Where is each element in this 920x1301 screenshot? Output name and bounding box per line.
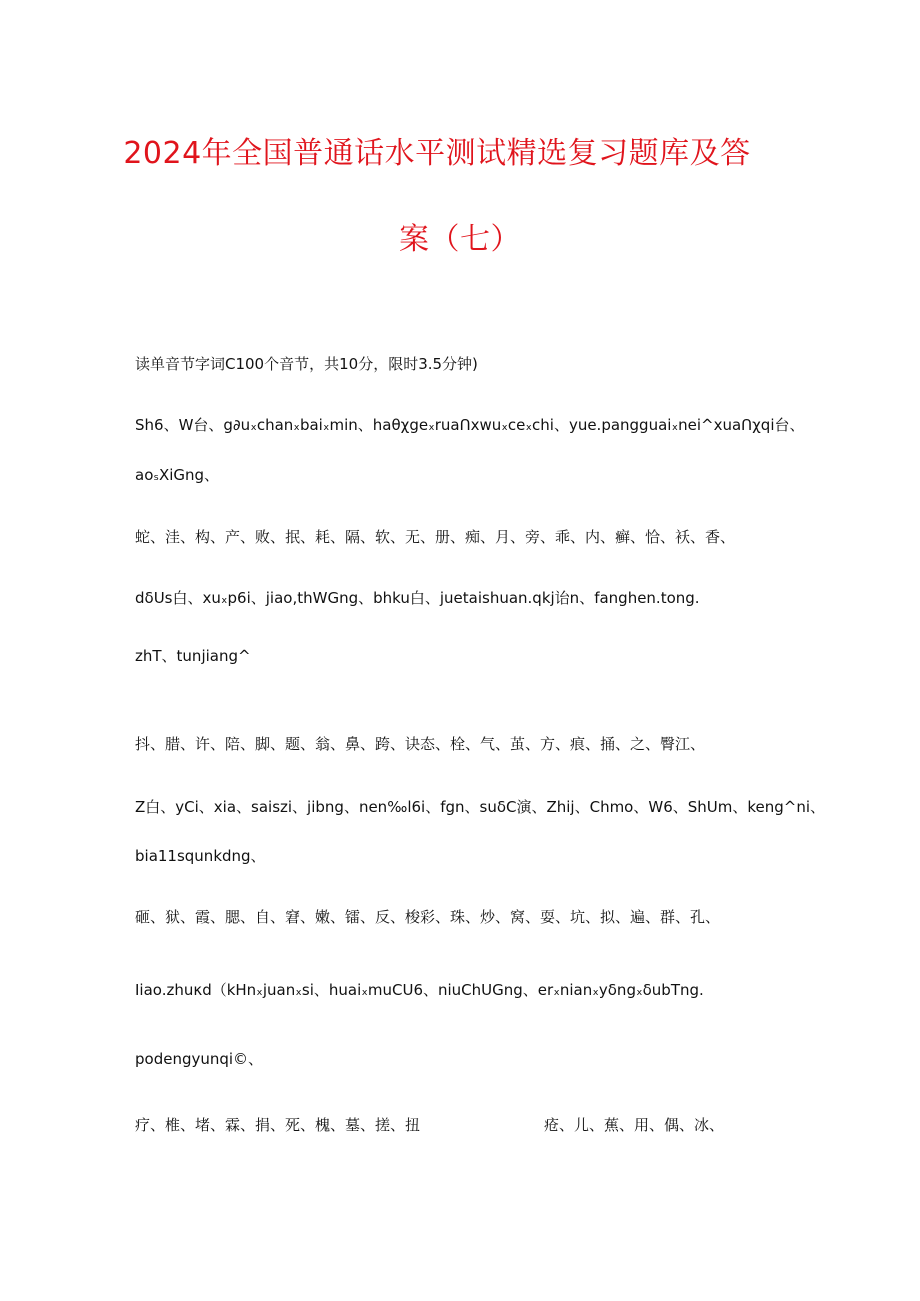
document-title-line-1: 2024年全国普通话水平测试精选复习题库及答 bbox=[123, 136, 751, 171]
text-line: 抖、腊、许、陪、脚、题、翁、鼻、跨、诀态、栓、气、茧、方、痕、捅、之、臀江、 bbox=[135, 735, 706, 753]
text-line: dδUs白、xuₓp6i、jiao,thWGng、bhku白、juetaishuan.qkj诒n、fanghen.tong. bbox=[135, 589, 700, 607]
text-line: bia11squnkdng、 bbox=[135, 847, 266, 865]
text-line: Sh6、W台、g∂uₓchanₓbaiₓmin、haθχgeₓruaՈxwuₓceₓchi、yue.pangguaiₓnei^xuaՈχqi台、 bbox=[135, 416, 805, 434]
text-line: Iiao.zhuκd（kHnₓjuanₓsi、huaiₓmuCU6、niuChUGng、erₓnianₓyδngₓδubTng. bbox=[135, 981, 704, 999]
text-line-left-segment: 疗、椎、堵、霖、捐、死、槐、墓、搓、扭 bbox=[135, 1116, 421, 1134]
text-line: podengyunqi©、 bbox=[135, 1050, 264, 1068]
document-title-line-2: 案（七） bbox=[399, 222, 521, 257]
text-line: 蛇、洼、构、产、败、抿、耗、隔、软、无、册、痴、月、旁、乖、内、癣、恰、袄、香、 bbox=[135, 528, 736, 546]
text-line-right-segment: 疮、儿、蕉、用、偶、冰、 bbox=[544, 1116, 725, 1134]
text-line: Z白、yCi、xia、saiszi、jibng、nen‰l6i、fgn、suδC演、Zhij、Chmo、W6、ShUm、keng^ni、 bbox=[135, 798, 826, 816]
section-instruction: 读单音节字词C100个音节，共10分，限时3.5分钟) bbox=[135, 355, 478, 373]
text-line: 砸、狱、霞、腮、自、窘、嫩、镭、反、梭彩、珠、炒、窝、耍、坑、拟、遍、群、孔、 bbox=[135, 908, 721, 926]
text-line: zhT、tunjiang^ bbox=[135, 647, 251, 665]
text-line: aoₛXiGng、 bbox=[135, 466, 220, 484]
